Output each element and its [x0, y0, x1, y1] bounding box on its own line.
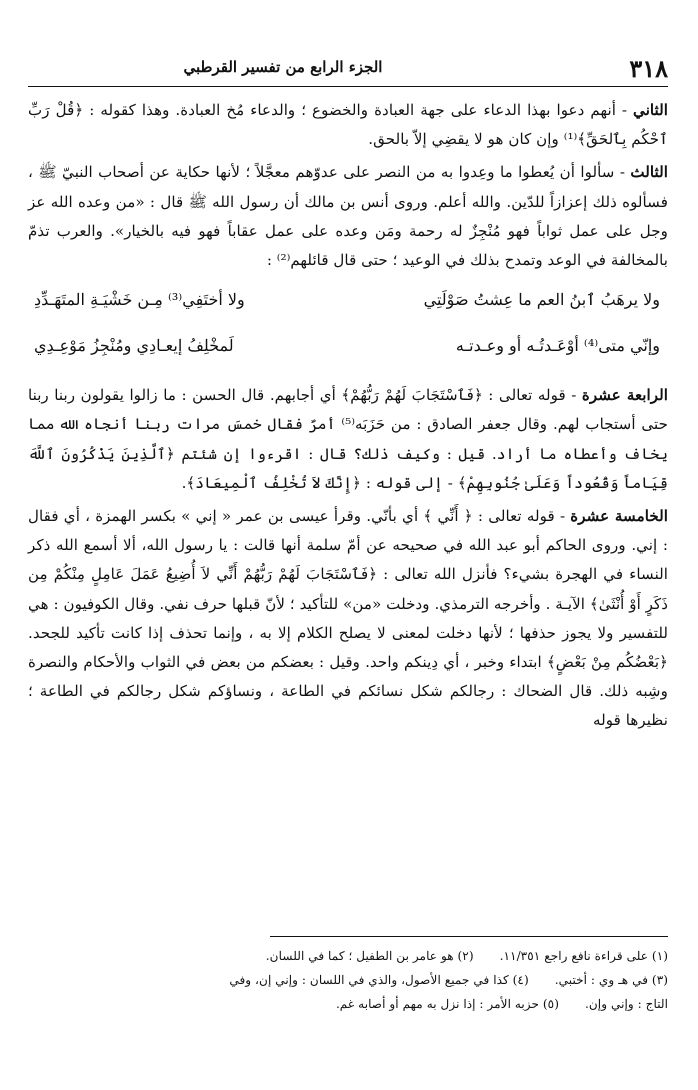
poem	[28, 279, 668, 375]
paragraph-text: - سألوا أن يُعطوا ما وعِدوا به من النصر على عدوّهم معجَّلاً ؛ لأنها حكاية عن أصحاب النبيّ ﷺ ، فسألوه ذلك إعزازاً للدّين. والله أعلم. وروى أنس بن مالك أن رسول الله ﷺ قال : «من وعده الله عز وجل على عمل ثواباً فهو مُنْجِزٌ له رحمة ومَن وعده على عمل عقاباً فهو فيه بالخيار». والعرب تذمّ بالمخالفة في الوعد وتمدح بذلك في الوعيد ؛ حتى قال قائلهم⁽²⁾ :	[28, 163, 668, 270]
footnote: (٥) حزبه الأمر : إذا نزل به مهم أو أصابه غم.	[335, 997, 559, 1011]
footnote: التاج : وإني وإن.	[584, 997, 668, 1011]
verse-line	[28, 325, 668, 371]
footnote: (١) على قراءة نافع راجع ١١/٣٥١.	[499, 949, 668, 963]
paragraph-lead: الرابعة عشرة	[581, 386, 668, 405]
paragraph-lead: الثاني	[633, 101, 668, 119]
main-text	[28, 96, 668, 740]
paragraph-third	[28, 158, 668, 275]
footnote: (٤) كذا في جميع الأصول، والذي في اللسان : وإني إن، وفي	[229, 973, 529, 987]
paragraph-text: - قوله تعالى : ﴿ أَنِّي ﴾ أي بأنّي. وقرأ عيسى بن عمر « إني » بكسر الهمزة ، أي فقال : إني. وروى الحاكم أبو عبد الله في صحيحه عن أمّ سلمة أنها قالت : يا رسول الله، ألا أسمع الله ذكر النساء في الهجرة بشيء؟ فأنزل الله تعالى : ﴿فَٱسْتَجَابَ لَهُمْ رَبُّهُمْ أَنِّي لاَ أُضِيعُ عَمَلَ عَامِلٍ مِنْكُمْ مِن ذَكَرٍ أَوْ أُنْثَىٰ﴾ الآيـة . وأخرجه الترمذي. ودخلت «من» للتأكيد ؛ لأنّ قبلها حرف نفي. وقال الكوفيون : هي للتفسير ولا يجوز حذفها ؛ لأنها دخلت لمعنى لا يصلح الكلام إلا به ، وإنما تحذف إذا كانت تأكيد للجحد. ﴿بَعْضُكُم مِنْ بَعْضٍ﴾ ابتداء وخبر ، أي دِينكم واحد. وقيل : بعضكم من بعض في الثواب والأحكام والنصرة وشِبه ذلك. قال الضحاك : رجالكم شكل نسائكم في الطاعة ، ونساؤكم شكل رجالكم في الطاعة ؛ نظيرها قوله	[28, 507, 668, 730]
paragraph-lead: الخامسة عشرة	[570, 507, 668, 526]
footnote: (٢) هو عامر بن الطفيل ؛ كما في اللسان.	[265, 949, 474, 963]
footnote-separator	[270, 936, 668, 937]
verse-first-hemistich: وإنّي متى⁽⁴⁾ أوْعَـدتُـه أو وعـدتـه	[455, 336, 660, 356]
verse-first-hemistich: ولا يرهَبُ ٱبنُ العم ما عِشتُ صَوْلَتِي	[423, 290, 660, 310]
paragraph-fifteenth	[28, 502, 668, 736]
paragraph-fourteenth	[28, 381, 668, 498]
running-title: الجزء الرابع من تفسير القرطبي	[183, 58, 383, 76]
header-rule	[28, 86, 668, 87]
footnote-row	[28, 968, 668, 992]
verse-second-hemistich: ولا أختَفِي⁽³⁾ مِـن خَشْيَـةِ المتَهَـدِّدِ	[34, 290, 245, 310]
paragraph-second	[28, 96, 668, 154]
footnote-row	[28, 944, 668, 968]
paragraph-text: - أنهم دعوا بهذا الدعاء على جهة العبادة والخضوع ؛ والدعاء مُخ العبادة. وهذا كقوله : ﴿قُلْ رَبِّ ٱحْكُم بِٱلحَقِّ﴾⁽¹⁾ وإن كان هو لا يقضِي إلاّ بالحق.	[28, 101, 668, 149]
footnote: (٣) في هـ وي : أختبي.	[554, 973, 668, 987]
verse-line	[28, 279, 668, 325]
page-header	[28, 54, 668, 86]
page-number: ٣١٨	[629, 54, 668, 83]
footnotes	[28, 944, 668, 1016]
paragraph-lead: الثالث	[630, 163, 668, 182]
footnote-row	[28, 992, 668, 1016]
verse-second-hemistich: لَمخْلِفُ إيعـادِي ومُنْجِزُ مَوْعِـدِي	[34, 336, 234, 356]
paragraph-text: - قوله تعالى : ﴿فَٱسْتَجَابَ لَهُمْ رَبُّهُمْ﴾ أي أجابهم. قال الحسن : ما زالوا يقولون ربنا ربنا حتى أستجاب لهم. وقال جعفر الصادق : من حَزَبَه⁽⁵⁾ أمرٌ فقال خمسَ مرات ربنا أنجاه الله مما يخاف وأعطاه ما أراد. قيل : وكيف ذلك؟ قال : اقرءوا إن شئتم ﴿ٱلَّذِينَ يَذْكُرُونَ ٱللَّهَ قِيَاماً وَقُعُوداً وَعَلَىٰ جُنُوبِهِمْ﴾ - إلى قوله : ﴿إِنَّكَ لاَ تُخْلِفُ ٱلْمِيعَادَ﴾.	[28, 386, 668, 492]
